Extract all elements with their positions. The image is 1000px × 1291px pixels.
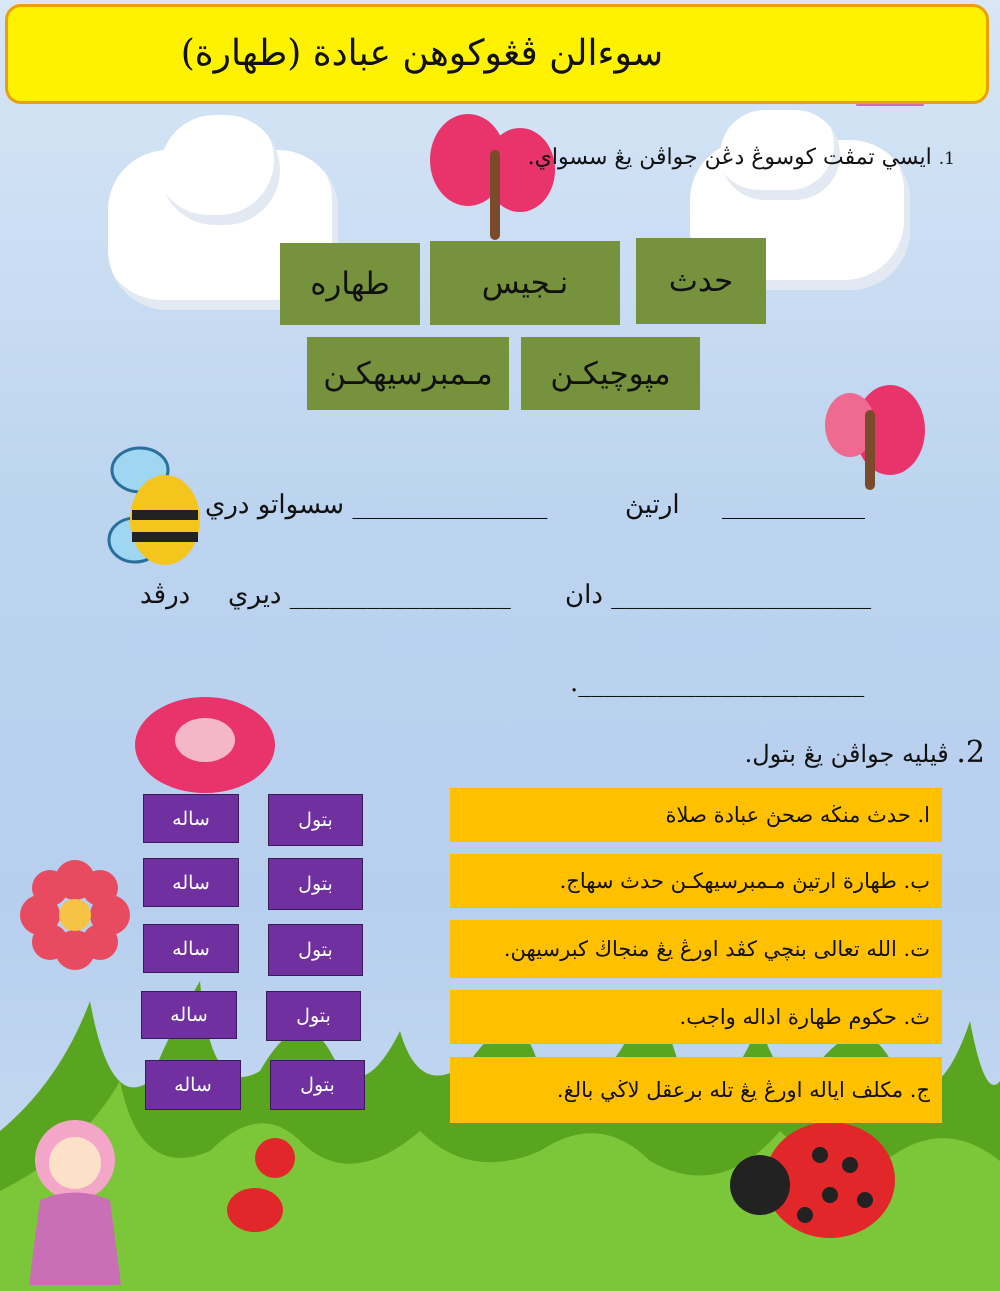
false-button[interactable]: ساله [141,991,237,1039]
title-banner [5,4,989,104]
word-bank-item[interactable]: طهاره [280,243,420,325]
word-bank-item[interactable]: نـجيس [430,241,620,325]
sentence-text: ____________________ دان [565,580,872,610]
word-bank-item[interactable]: حدث [636,238,766,324]
cloud-left-top [160,115,280,225]
sentence-text: _______________ سسواتو دري [205,490,548,520]
question1-instruction-row [528,145,955,170]
butterfly-icon [800,370,940,510]
ant-icon [210,1130,320,1240]
butterfly-icon [420,110,570,250]
false-button[interactable]: ساله [143,858,239,907]
statement-row: ب. طهارة ارتيڽ مـمبرسيهكـن حدث سهاج. [450,854,942,908]
sentence-text: ارتيڽ [625,490,680,520]
sentence-text: _________________ ديري [228,580,511,610]
word-bank-item[interactable]: مـمبرسيهكـن [307,337,509,410]
ladybug-icon [720,1115,900,1245]
true-button[interactable]: بتول [268,858,363,910]
statement-row: ج. مكلف اياله اورڠ يڠ تله برعقل لاڬي بالغ. [450,1057,942,1123]
statement-row: ا. حدث منڬه صحڽ عبادة صلاة [450,788,942,842]
question2-instruction-row [745,735,985,770]
false-button[interactable]: ساله [145,1060,241,1110]
true-button[interactable]: بتول [268,924,363,976]
word-bank-item[interactable]: مپوچيكـن [521,337,700,410]
question1-instruction: ايسي تمڤت كوسوڠ دڠن جواڤن يڠ سسواي. [527,145,932,170]
blank-answer-4[interactable]: ______________________. [570,668,865,698]
flower-icon [20,860,130,970]
statement-row: ث. حكوم طهارة اداله واجب. [450,990,942,1044]
question2-instruction: ڤيليه جواڤن يڠ بتول. [744,740,949,768]
page-title: سوءالن ڤڠوكوهن عبادة (طهارة) [180,33,664,74]
bee-icon [100,430,220,590]
girl-hijab-icon [25,1115,125,1285]
statement-row: ت. الله تعالى بنچي كڤد اورڠ يڠ منجاڬ كبرسيهن. [450,920,942,978]
sentence-text: درڤد [140,580,191,610]
false-button[interactable]: ساله [143,794,239,843]
flower-icon [130,680,280,810]
true-button[interactable]: بتول [266,991,361,1041]
false-button[interactable]: ساله [143,924,239,973]
question2-number: 2. [956,735,985,770]
true-button[interactable]: بتول [268,794,363,846]
question1-number: 1. [938,149,955,169]
blank-answer-1[interactable]: ___________ [722,490,865,520]
true-button[interactable]: بتول [270,1060,365,1110]
